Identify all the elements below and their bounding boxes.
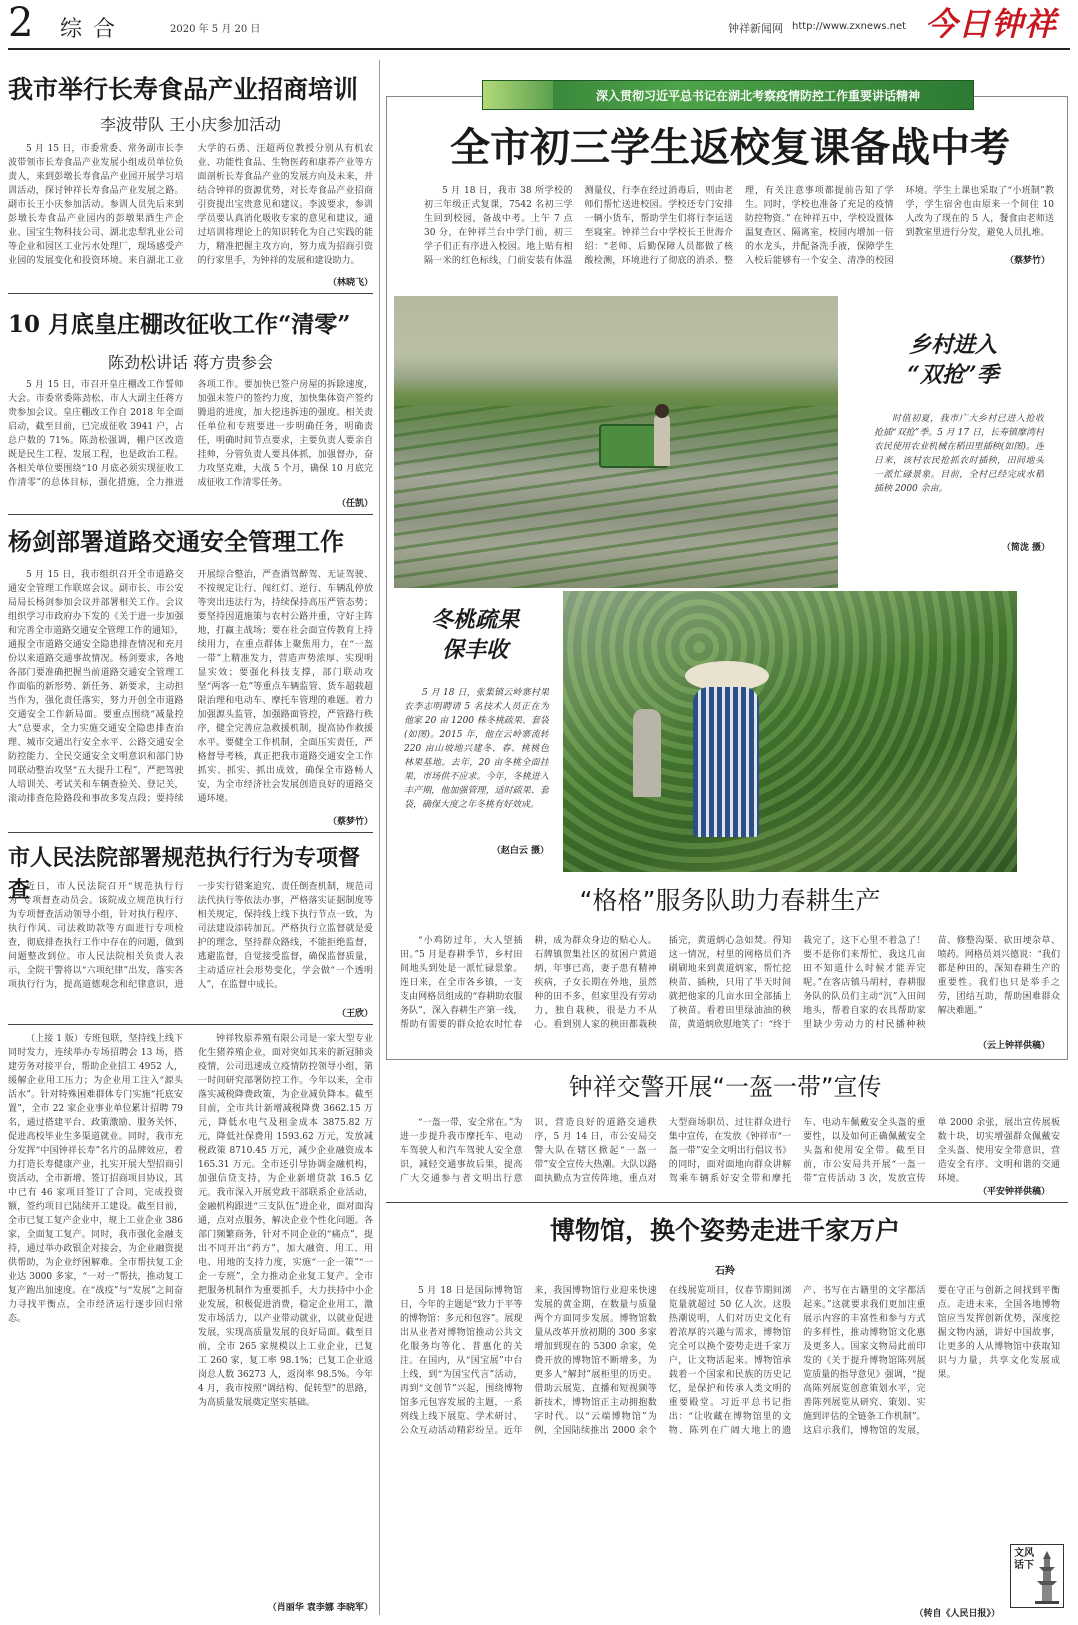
column-stamp: [1010, 1544, 1064, 1608]
masthead-rule: [8, 48, 1070, 50]
rice-planting-photo: [394, 296, 838, 588]
caption-title-double-rush: [858, 330, 1048, 390]
headline-gege-team: “格格”服务队助力春耕生产: [579, 886, 881, 915]
stamp-label: [1014, 1548, 1034, 1572]
newspaper-logo: 今日钟祥: [925, 5, 1058, 43]
byline-peach: （赵白云 摄）: [491, 846, 549, 856]
article-longevity-food: 5 月 15 日，市委常委、常务副市长李波带领市长寿食品产业发展小组成员单位负责人，来到彭墩长寿食品产业园开展学习培训活动，探讨钟祥长寿食品产业发展之路。副市长王小庆参加活动。参训人员先后来到彭墩长寿食品产业园内的彭墩果酒生产企业、国宝生物科技公司、湖北忠犁乳业公司等企业和园区工业污水处理厂，现场感受产业园的发展变化和投资环境。来自湖北工业大学的石勇、汪超两位教授分别从有机农业、功能性食品、生物医药和康养产业等方面剖析长寿食品产业的发展方向及未来，并结合钟祥的资源优势，对长寿食品产业招商引资提出宝贵意见和建议。李波要求，参训学员要认真消化吸收专家的意见和建议，通过培训将理论上的知识转化为自己实践的能力，精准把握主攻方向，努力成为招商引资的行家里手，为钟祥的发展和建设助力。: [8, 144, 373, 266]
byline-shantytown: （任凯）: [336, 499, 373, 509]
byline-helmet-campaign: （平安钟祥供稿）: [977, 1187, 1050, 1197]
caption-title-line2: 保丰收: [441, 637, 508, 663]
topic-banner: [482, 80, 974, 110]
byline-court-inspection: （王欣）: [336, 1009, 373, 1019]
site-url[interactable]: http://www.zxnews.net: [792, 21, 907, 32]
article-continued-col1: （上接 1 版）专班包联，坚持线上线下同时发力，连续举办专场招聘会 13 场，搭建劳务对接平台，帮助企业招工 4952 人，缓解企业用工压力；为企业用工注入“源头活水”。针对特殊困难群体专门实施“托底安置”，全市 22 家企业事业单位累计招聘 79 名，通过搭建平台、政策激励、服务关怀，促进高校毕业生多渠道就业。同时，我市充分发挥“中国钟祥长寿”名片的品牌效应，着力打造长寿健康产业，扎实开展大型招商引资活动，全市新增、签订招商项目协议，其中已有 46 家项目签订了合同，完成投资额，签约项目已陆续开工建设。截至目前，全市已复工复产企业中，规上工业企业 386 家，全面复工复产。同时，我市强化金融支持，通过举办政银企对接会，为企业融资提供帮助，为企业纾困解难。全市帮扶复工企业达 3000 多家，“一对一”帮扶，推动复工复产跑出加速度。在“战疫”与“发展”之间奋力寻找平衡点，全市经济运行逐步回归常态。: [8, 1034, 183, 1324]
divider: [8, 514, 373, 515]
farmer-head: [655, 404, 669, 418]
headline-longevity-food: 我市举行长寿食品产业招商培训: [8, 75, 359, 104]
article-gege-team: “小鸡防过年，大人望插田。”5 月是春耕季节，乡村田间地头到处是一派忙碌景象。连日来，在全市各乡镇，一支支由网格员组成的“春耕助农服务队”，深入春耕生产第一线，帮助有需要的群众抢农时忙春耕，成为群众身边的贴心人。石牌镇贺集社区的贫困户黄道炳，年事已高，妻子患有精神疾病，子女长期在外地，虽然种的田不多，但家里没有劳动力，独自栽秧，很是力不从心。看到别人家的秧田都栽秧插完，黄道炳心急如焚。得知这一情况，村里的网格员们齐刷刷地来到黄道炳家，帮忙挖秧苗、插秧，只用了半天时间就把他家的几亩水田全部插上了秧苗。看着田里绿油油的秧苗，黄道炳欣慰地笑了：“终于栽完了，这下心里不着急了！要不是你们来帮忙，我这几亩田不知道什么时候才能弄完呢。”在客店镇马胡村，春耕服务队的队员们主动“沉”入田间地头，帮着自家的农具帮助家里缺少劳动力的村民播种秧苗、修整沟渠、砍田埂杂草、喷药。网格员刘兴德说：“我们都是种田的，深知春耕生产的重要性。我们也只是举手之劳，团结互助，帮助困难群众解决难题。”: [400, 936, 1060, 1030]
divider: [8, 832, 373, 833]
column-divider: [379, 60, 380, 1615]
byline-double-rush: （简泷 摄）: [1001, 543, 1050, 553]
stamp-line2: 话下: [1014, 1560, 1034, 1571]
article-exam-return: 5 月 18 日，我市 38 所学校的初三年级正式复课，7542 名初三学生回到校园，备战中考。上午 7 点 30 分，在钟祥兰台中学门前，初三学子们正有序进入校园。地上贴有相隔一米的红色标线，门前安装有体温测量仪，行李在经过消毒后，则由老师们帮忙送进校园。学校还专门安排一辆小货车，帮助学生们将行李运送至寝室。钟祥兰台中学校长王世海介绍：“老师、后勤保障人员都做了核酸检测，环境进行了彻底的消杀、整理，有关注意事项都提前告知了学生。同时，学校也准备了充足的疫情防控物资。” 在钟祥五中，学校设置体温复查区、隔离室，校园内增加一倍的水龙头，并配备洗手液，保障学生入校后能够有一个安全、清净的校园环境。学生上课也采取了“小班制”教学，学生宿舍也由原来一个间住 10 人改为了现在的 5 人，餐食由老师送到教室里进行分发，避免人员扎堆。: [424, 186, 1054, 266]
pagoda-icon: [1033, 1549, 1061, 1605]
headline-court-inspection: 市人民法院部署规范执行行为专项督查: [8, 845, 361, 903]
caption-double-rush: 时值初夏，我市广大乡村已进入抢收抢插“双抢”季。5 月 17 日，长寿镇摩湾村农民使用农业机械在稻田里插秧(如图)。连日来，该村农民抢抓农时插秧，田间地头一派忙碌景象。目前，全村已经完成水稻插秧 2000 余亩。: [874, 414, 1044, 494]
headline-shantytown: 10 月底皇庄棚改征收工作“清零”: [8, 311, 351, 338]
caption-title-peach: [400, 605, 550, 665]
farmer-body: [693, 687, 759, 837]
article-helmet-campaign: “一盔一带，安全常在。”为进一步提升我市摩托车、电动车驾驶人和汽车驾驶人安全意识，减轻交通事故后果，提高广大交通参与者文明出行意识，营造良好的道路交通秩序，5 月 14 日，市公安局交警大队在辖区掀起“一盔一带”安全宣传大热潮。大队以路面执勤点为宣传阵地，重点对大型商场职员、过往群众进行集中宣传，在发放《钟祥市“一盔一带”安全文明出行倡议书》的同时，面对面地向群众讲解驾乘车辆系好安全带和摩托车、电动车佩戴安全头盔的重要性，以及如何正确佩戴安全头盔和使用安全带。截至目前，市公安局共开展“一盔一带”宣传活动 3 次，发放宣传单 2000 余张，展出宣传展板数十块，切实增强群众佩戴安全头盔、使用安全带意识，营造安全有序、文明和谐的交通环境。: [400, 1118, 1060, 1184]
headline-helmet-campaign: 钟祥交警开展“一盔一带”宣传: [568, 1073, 882, 1101]
caption-title-line1: 冬桃疏果: [430, 607, 519, 633]
subhead-shantytown: 陈劲松讲话 蒋方贵参会: [107, 353, 274, 372]
byline-longevity-food: （林晓飞）: [327, 278, 373, 288]
page-number: 2: [8, 0, 34, 46]
article-traffic-safety: 5 月 15 日，我市组织召开全市道路交通安全管理工作联席会议。副市长、市公安局局长杨剑参加会议并部署相关工作。会议组织学习市政府办下发的《关于进一步加强和完善全市道路交通安全管理工作的通知》，通报全市道路交通安全隐患排查情况和充月份以来道路交通事故情况。杨剑要求，各地各部门要准确把握当前道路交通安全管理工作面临的新形势、新任务、新要求，主动担当作为，强化责任落实，努力开创全市道路交通安全工作新局面。要重点围绕“减量控大”总要求，全力实施交通安全隐患排查治理、城市交通出行安全水平、公路交通安全防控能力、全民交通安全文明意识和部门协同联动整治攻坚“五大提升工程”，严把驾驶人培训关、考试关和车辆查验关、登记关，滚动排查危险路段和事故多发点段；要持续开展综合整治，严查酒驾醉驾、无证驾驶、不按规定让行、闯红灯、逆行、车辆乱停放等突出违法行为，持续保持高压严管态势；要坚持因道施策与农村公路并重，守好主阵地，打赢主战场；要在社会面宣传教育上持续用力，在重点群体上聚焦用力，在“一盔一带”上精准发力，营造声势浓厚、实现明显实效；要强化科技支撑，部门联动攻坚“两客一危”等重点车辆监管、货车超载超限治理和电动车、摩托车管理的难题。着力加强源头监管，加强路面管控，严管路行秩序，健全完善应急救援机制，提高协作救援水平。要健全工作机制，全面压实责任，严格督导考核，真正把我市道路交通安全工作抓实、抓实、抓出成效，确保全市路畅人安，为全市经济社会发展创造良好的道路交通环境。: [8, 570, 373, 804]
byline-gege-team: （云上钟祥供稿）: [977, 1041, 1050, 1051]
article-museum: 5 月 18 日是国际博物馆日，今年的主题是“致力于平等的博物馆：多元和包容”。展现出从业者对博物馆推动公共文化服务均等化、普惠化的关注。在国内，从“国宝展”中台上线，到“为国宝代言”活动，再到“文创节”兴起，围绕博物馆多元包容发展的主题，一系列线上线下展览、学术研讨、公众互动活动精彩纷呈。近年来，我国博物馆行业迎来快速发展的黄金期，在数量与质量两个方面同步发展。博物馆数量从改革开放初期的 300 多家增加到现在的 5300 余家，免费开放的博物馆不断增多，为更多人“解封”展柜里的历史。借助云展览、直播和短视频等新技术，博物馆正主动拥抱数字时代。以“云端博物馆”为例，全国陆续推出 2000 余个在线展览项目，仅春节期间浏览量就超过 50 亿人次。这股热潮说明，人们对历史文化有着浓厚的兴趣与需求，博物馆完全可以换个姿势走进千家万户，让文物活起来。博物馆承载着一个国家和民族的历史记忆，是保护和传承人类文明的重要殿堂。习近平总书记指出：“让收藏在博物馆里的文物、陈列在广阔大地上的遗产、书写在古籍里的文字都活起来。”这就要求我们更加注重展示内容的丰富性和参与方式的多样性，推动博物馆文化惠及更多人。国家文物局此前印发的《关于提升博物馆陈列展览质量的指导意见》强调，“提高陈列展览创意策划水平，完善陈列展览从研究、策划、实施到评估的全链条工作机制”。这启示我们，博物馆的发展，要在守正与创新之间找到平衡点。走进未来，全国各地博物馆应当发挥创新优势，深度挖掘文物内涵，讲好中国故事，让更多的人从博物馆中获取知识与力量，共享文化发展成果。: [400, 1286, 1060, 1436]
divider: [8, 293, 373, 294]
headline-exam-return: 全市初三学生返校复课备战中考: [450, 125, 1010, 171]
headline-museum: 博物馆，换个姿势走进千家万户: [549, 1216, 900, 1245]
orchard-foliage: [563, 591, 1017, 872]
headline-traffic-safety: 杨剑部署道路交通安全管理工作: [8, 527, 344, 556]
stamp-line1: 文风: [1014, 1548, 1034, 1559]
site-name: 钟祥新闻网: [728, 22, 783, 35]
author-museum: 石羚: [715, 1266, 735, 1277]
masthead: [0, 0, 1078, 50]
subhead-longevity-food: 李波带队 王小庆参加活动: [99, 115, 282, 134]
divider: [386, 1202, 1068, 1203]
farmer-figure: [654, 414, 670, 466]
second-worker: [633, 709, 661, 797]
byline-continued: （肖丽华 袁李娜 李晓军）: [267, 1603, 373, 1613]
section-name: 综 合: [60, 17, 117, 42]
caption-peach: 5 月 18 日，张集镇云岭寨村果农李志明聘请 5 名技术人员正在为他家 20 亩 1200 株冬桃疏果、套袋(如图)。2015 年，他在云岭寨流转 220 亩山坡地兴建冬、春、桃桃色林果基地。去年，20 亩冬桃全面挂果，市场供不应求。今年，冬桃进入丰产期，他加强管理，适时疏果、套袋，确保大度之年冬桃有好效成。: [404, 688, 549, 810]
article-court-inspection: 近日，市人民法院召开“规范执行行为”专项督查动员会。该院成立规范执行行为专项督查活动领导小组，针对执行程序、执行作风、司法救助款等方面进行专项检查，彻底排查执行工作中存在的问题，做到问题整改到位。市人民法院相关负责人表示，全院干警将以“六项纪律”出发，落实各项执行行为，提高道德观念和纪律意识，进一步实行错案追究、责任倒查机制，规范司法代执行等依法办事，严格落实证据制度等相关规定，保持线上线下执行节点一致，为司法建设添砖加瓦。严格执行立监督就是爱护的理念，坚持群众路线，不能拒绝监督，逃避监督，自觉接受监督，确保监督质量，主动适应社会形势变化，学会做“一个透明人”，在监督中成长。: [8, 882, 373, 990]
peach-orchard-photo: [563, 591, 1017, 872]
byline-museum: （转自《人民日报》）: [914, 1609, 1000, 1619]
article-continued-col2: 钟祥牧原养殖有限公司是一家大型专业化生猪养殖企业，面对突如其来的新冠肺炎疫情，公司迅速成立疫情防控领导小组，第一时间研究部署防控工作。今年以来，全市落实减税降费政策，为企业减负降本。截至目前，全市共计新增减税降费 3662.15 万元，降低水电气及租金成本 3875.82 万元，降低社保费用 1593.62 万元，发放减税政策 8710.45 万元，减少企业融资成本 165.31 万元。全市还引导协调金融机构，加强信贷支持，为企业新增贷款 16.5 亿元。我市深入开展党政干部联系企业活动，金融机构跟进“三支队伍”进企业，面对面沟通，点对点服务，解决企业个性化问题。各部门频繁商务，针对不同企业的“痛点”，提出不同开出“药方”，加大融资、用工、用电、用地的支持力度，实施“一企一策”“一企一专班”，全力推动企业复工复产。全市把服务机制作为重要抓手，大力扶持中小企业发展，积极促进消费，稳定企业用工，激发市场活力，以产业带动就业，以就业促进发展，实现高质量发展的良好局面。截至目前，全市 265 家规模以上工业企业，已复工 260 家，复工率 98.1%；已复工企业返岗总人数 36273 人，返岗率 98.5%。今年 4 月，我市按照“调结构、促转型”的思路，为高质量发展奠定坚实基础。: [198, 1034, 373, 1408]
divider: [8, 1024, 373, 1025]
caption-title-line1: 乡村进入: [908, 332, 997, 358]
banner-text: 深入贯彻习近平总书记在湖北考察疫情防控工作重要讲话精神: [595, 89, 920, 103]
caption-title-line2: “双抢”季: [907, 362, 999, 388]
byline-exam-return: （蔡梦竹）: [1004, 256, 1050, 266]
issue-date: 2020 年 5 月 20 日: [170, 24, 261, 35]
article-shantytown: 5 月 15 日，市召开皇庄棚改工作誓师大会。市委常委陈劲松、市人大副主任蒋方贵参加会议。皇庄棚改工作自 2018 年全面启动，截至目前，已完成征收 3941 户，占总户数的 71%。陈劲松强调，棚户区改造既是民生工程、发展工程，也是政治工程。各相关单位要围绕“10 月底必须实现征收工作清零”的总体目标，强化措施，全力推进各项工作。要加快已签户房屋的拆除速度，加强未签户的签约力度，加快集体资产签约腾退的进度，加大挖违拆违的强度。相关责任单位和专班要进一步明确任务，明确责任，明确时间节点要求，主要负责人要亲自挂帅，分管负责人要具体抓，加强督办，奋力攻坚克难，大战 5 个月，确保 10 月底完成征收工作清零任务。: [8, 380, 373, 488]
byline-traffic-safety: （蔡梦竹）: [327, 817, 373, 827]
